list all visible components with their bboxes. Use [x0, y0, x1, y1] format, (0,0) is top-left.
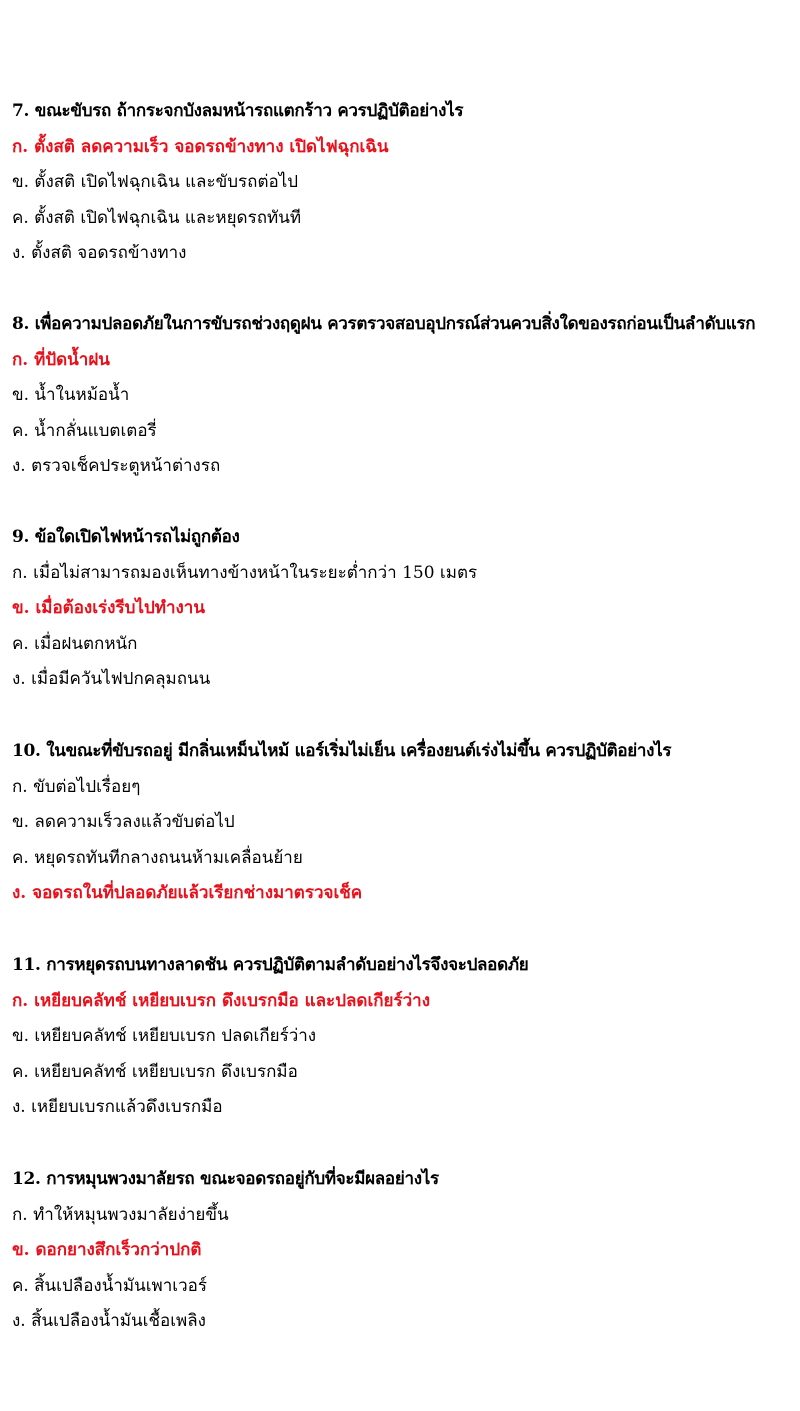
- option-a: ก. เมื่อไม่สามารถมองเห็นทางข้างหน้าในระยะต่ำกว่า 150 เมตร: [12, 562, 478, 583]
- option-d: ง. ตั้งสติ จอดรถข้างทาง: [12, 243, 187, 263]
- question-11: [12, 948, 792, 1126]
- question-text: 9. ข้อใดเปิดไฟหน้ารถไม่ถูกต้อง: [12, 527, 240, 547]
- question-text: 8. เพื่อความปลอดภัยในการขับรถช่วงฤดูฝน ควรตรวจสอบอุปกรณ์ส่วนควบสิ่งใดของรถก่อนเป็นลำดับแรก: [12, 314, 756, 334]
- option-a: ก. ขับต่อไปเรื่อยๆ: [12, 776, 141, 797]
- option-d: ง. เมื่อมีควันไฟปกคลุมถนน: [12, 669, 211, 689]
- option-d: ง. เหยียบเบรกแล้วดึงเบรกมือ: [12, 1097, 223, 1117]
- option-c: ค. ตั้งสติ เปิดไฟฉุกเฉิน และหยุดรถทันที: [12, 207, 302, 228]
- question-text: 11. การหยุดรถบนทางลาดชัน ควรปฏิบัติตามลำดับอย่างไรจึงจะปลอดภัย: [12, 955, 529, 975]
- option-c: ค. หยุดรถทันทีกลางถนนห้ามเคลื่อนย้าย: [12, 847, 303, 868]
- question-12: [12, 1162, 792, 1340]
- question-8: [12, 307, 792, 485]
- option-a: ก. ทำให้หมุนพวงมาลัยง่ายขึ้น: [12, 1204, 229, 1225]
- option-a: ก. เหยียบคลัทช์ เหยียบเบรก ดึงเบรกมือ และปลดเกียร์ว่าง: [12, 990, 431, 1011]
- option-a: ก. ตั้งสติ ลดความเร็ว จอดรถข้างทาง เปิดไฟฉุกเฉิน: [12, 136, 389, 157]
- option-d: ง. สิ้นเปลืองน้ำมันเชื้อเพลิง: [12, 1311, 206, 1331]
- option-b: ข. ลดความเร็วลงแล้วขับต่อไป: [12, 812, 235, 832]
- question-10: [12, 734, 792, 912]
- option-c: ค. เหยียบคลัทช์ เหยียบเบรก ดึงเบรกมือ: [12, 1061, 298, 1082]
- option-d: ง. ตรวจเช็คประตูหน้าต่างรถ: [12, 456, 221, 476]
- option-b: ข. เมื่อต้องเร่งรีบไปทำงาน: [12, 598, 205, 618]
- option-b: ข. ตั้งสติ เปิดไฟฉุกเฉิน และขับรถต่อไป: [12, 172, 299, 192]
- question-text: 7. ขณะขับรถ ถ้ากระจกบังลมหน้ารถแตกร้าว ควรปฏิบัติอย่างไร: [12, 101, 464, 121]
- option-c: ค. น้ำกลั่นแบตเตอรี่: [12, 420, 157, 441]
- option-b: ข. น้ำในหม้อน้ำ: [12, 385, 130, 405]
- question-7: [12, 94, 792, 272]
- option-b: ข. เหยียบคลัทช์ เหยียบเบรก ปลดเกียร์ว่าง: [12, 1026, 317, 1046]
- option-a: ก. ที่ปัดน้ำฝน: [12, 349, 110, 370]
- option-b: ข. ดอกยางสึกเร็วกว่าปกติ: [12, 1240, 202, 1260]
- option-d: ง. จอดรถในที่ปลอดภัยแล้วเรียกช่างมาตรวจเช็ค: [12, 883, 363, 903]
- question-text: 12. การหมุนพวงมาลัยรถ ขณะจอดรถอยู่กับที่จะมีผลอย่างไร: [12, 1169, 439, 1189]
- option-c: ค. สิ้นเปลืองน้ำมันเพาเวอร์: [12, 1275, 207, 1296]
- question-9: [12, 520, 792, 698]
- option-c: ค. เมื่อฝนตกหนัก: [12, 633, 138, 654]
- question-text: 10. ในขณะที่ขับรถอยู่ มีกลิ่นเหม็นไหม้ แอร์เริ่มไม่เย็น เครื่องยนต์เร่งไม่ขึ้น ควรปฏิบัติอย่างไร: [12, 741, 672, 761]
